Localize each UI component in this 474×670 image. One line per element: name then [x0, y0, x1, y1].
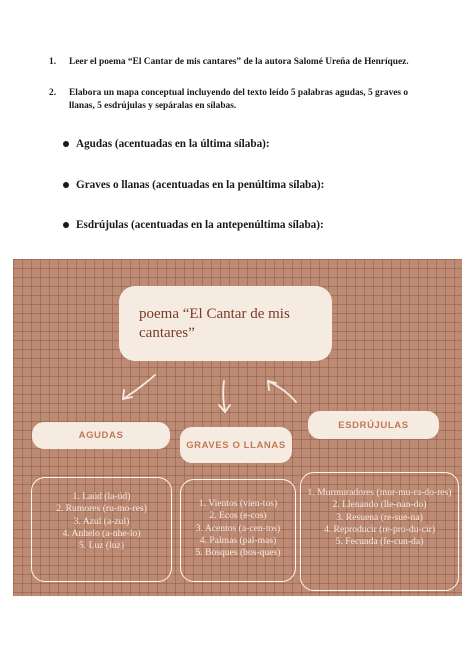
list-item: 5. Bosques (bos-ques)	[195, 547, 281, 559]
poem-title: poema “El Cantar de mis cantares”	[139, 306, 290, 341]
category-esdrujulas: ESDRÚJULAS	[308, 411, 439, 439]
list-item: 1. Laúd (la-úd)	[72, 491, 131, 502]
list-item: 2. Ecos (e-cos)	[209, 510, 267, 522]
list-esdrujulas	[300, 472, 459, 591]
list-item: 1. Murmuradores (mur-mu-ra-do-res)	[307, 487, 452, 498]
concept-map	[13, 259, 462, 596]
bullet-dot-icon	[63, 222, 69, 228]
bullet-dot-icon	[63, 141, 69, 147]
bullet-graves	[64, 179, 324, 191]
list-item: 3. Azul (a-zul)	[73, 515, 130, 527]
category-agudas: AGUDAS	[32, 422, 170, 449]
arrow-middle-icon	[223, 381, 225, 412]
list-item: 5. Luz (luz)	[78, 540, 125, 552]
list-item: 3. Resuena (re-sue-na)	[336, 511, 423, 523]
list-item: 4. Reproducir (re-pro-du-cir)	[323, 523, 436, 535]
list-item: 4. Anhelo (a-nhe-lo)	[62, 527, 141, 539]
category-graves: GRAVES O LLANAS	[180, 427, 292, 463]
bullet-text: Agudas (acentuadas en la última sílaba):	[76, 138, 270, 150]
instruction-number: 1.	[49, 57, 57, 67]
instruction-text: Elabora un mapa conceptual incluyendo del texto leído 5 palabras agudas, 5 graves o llanas, 5 esdrújulas y sepáralas en sílabas.	[69, 88, 409, 111]
list-item: 2. Rumores (ru-mo-res)	[56, 503, 147, 515]
list-graves	[180, 479, 296, 582]
list-item: 1. Vientos (vien-tos)	[198, 498, 278, 509]
bullet-dot-icon	[63, 182, 69, 188]
instruction-1	[49, 56, 409, 69]
instruction-number: 2.	[49, 88, 57, 98]
arrow-left-icon	[123, 375, 155, 399]
bullet-esdrujulas	[64, 219, 324, 231]
bullet-agudas	[64, 138, 270, 150]
concept-map-title	[119, 286, 332, 361]
list-item: 3. Acentos (a-cen-tos)	[195, 522, 281, 534]
list-item: 5. Fecunda (fe-cun-da)	[335, 536, 424, 548]
arrow-right-icon	[268, 381, 296, 402]
list-item: 2. Llenando (lle-nan-do)	[332, 499, 427, 511]
instruction-text: Leer el poema “El Cantar de mis cantares” de la autora Salomé Ureña de Henríquez.	[69, 57, 409, 67]
list-item: 4. Palmas (pal-mas)	[199, 534, 277, 546]
bullet-text: Esdrújulas (acentuadas en la antepenúltima sílaba):	[76, 219, 324, 231]
list-agudas	[31, 477, 172, 582]
bullet-text: Graves o llanas (acentuadas en la penúltima sílaba):	[76, 179, 325, 191]
instruction-2	[49, 87, 409, 113]
